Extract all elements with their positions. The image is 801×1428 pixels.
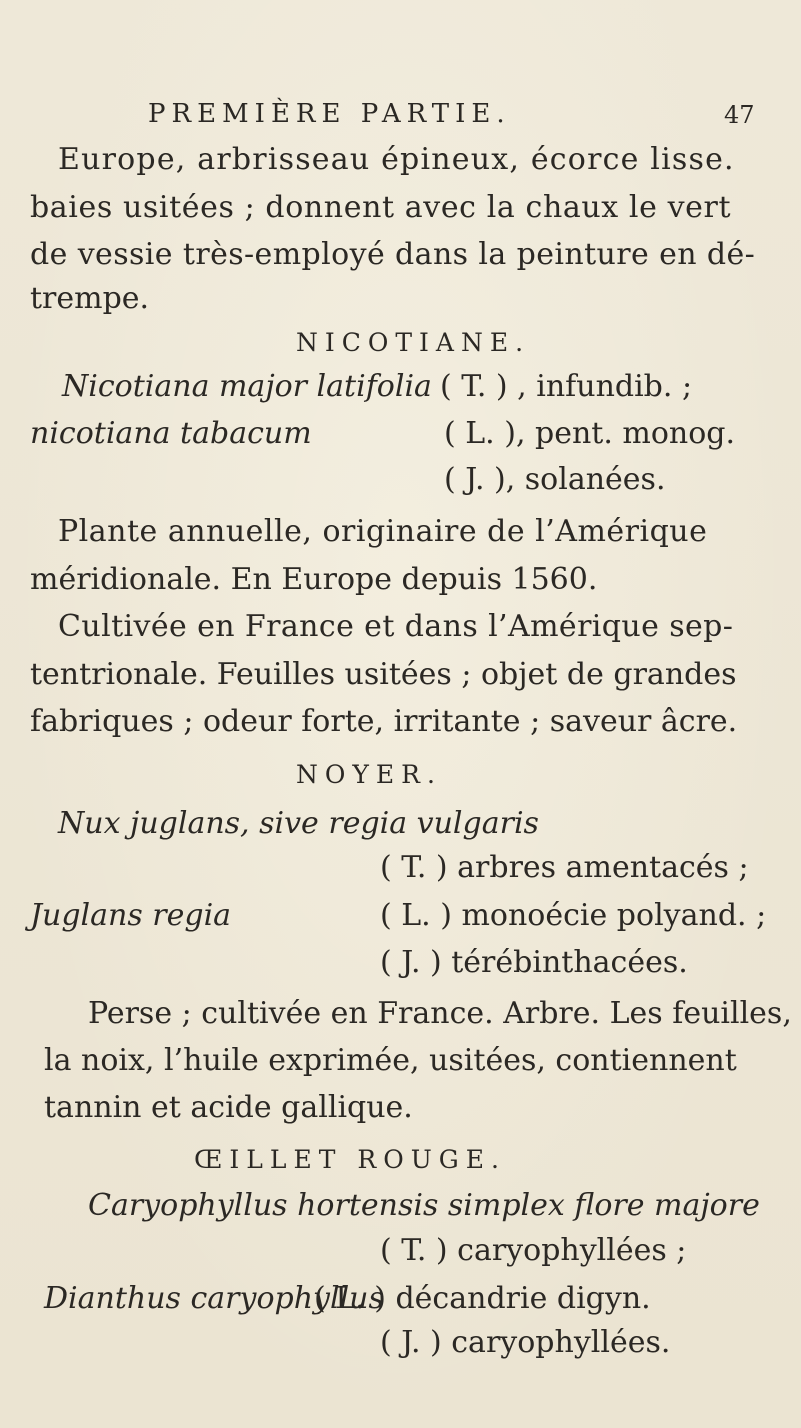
body-line: Cultivée en France et dans l’Amérique sep- bbox=[58, 609, 734, 645]
body-line: la noix, l’huile exprimée, usitées, contiennent bbox=[44, 1042, 737, 1078]
section-heading-oeillet-rouge: ŒILLET ROUGE. bbox=[194, 1144, 506, 1174]
intro-line-1: Europe, arbrisseau épineux, écorce lisse. bbox=[58, 142, 735, 178]
synonym-reference: ( J. ) caryophyllées. bbox=[380, 1325, 671, 1360]
synonym-reference: ( T. ) arbres amentacés ; bbox=[380, 850, 749, 886]
synonym-reference: ( T. ) , infundib. ; bbox=[440, 369, 693, 405]
synonym-line: Caryophyllus hortensis simplex flore majore bbox=[88, 1188, 760, 1224]
synonym-line: nicotiana tabacum bbox=[30, 416, 312, 452]
body-line: méridionale. En Europe depuis 1560. bbox=[30, 562, 598, 598]
body-line: fabriques ; odeur forte, irritante ; saveur âcre. bbox=[30, 704, 738, 740]
synonym-reference: ( J. ), solanées. bbox=[444, 462, 666, 498]
section-heading-noyer: NOYER. bbox=[296, 760, 442, 790]
section-heading-nicotiane: NICOTIANE. bbox=[296, 328, 531, 358]
synonym-reference: ( L. ) monoécie polyand. ; bbox=[380, 898, 767, 934]
synonym-line: Dianthus caryophyllus bbox=[44, 1280, 384, 1316]
running-header: PREMIÈRE PARTIE. bbox=[148, 99, 511, 130]
body-line: tannin et acide gallique. bbox=[44, 1089, 413, 1125]
page-number: 47 bbox=[724, 100, 755, 129]
synonym-reference: ( T. ) caryophyllées ; bbox=[380, 1233, 687, 1269]
synonym-line: Nux juglans, sive regia vulgaris bbox=[58, 805, 539, 841]
synonym-reference: ( L. ), pent. monog. bbox=[444, 416, 736, 452]
body-line: Plante annuelle, originaire de l’Amérique bbox=[58, 514, 708, 550]
body-line: tentrionale. Feuilles usitées ; objet de grandes bbox=[30, 657, 737, 693]
intro-line-2: baies usitées ; donnent avec la chaux le vert bbox=[30, 190, 732, 226]
body-line: Perse ; cultivée en France. Arbre. Les feuilles, bbox=[88, 995, 792, 1031]
intro-line-4: trempe. bbox=[30, 280, 150, 316]
synonym-reference: ( L. ) décandrie digyn. bbox=[314, 1280, 651, 1316]
synonym-line: Nicotiana major latifolia bbox=[62, 369, 432, 405]
synonym-line: Juglans regia bbox=[30, 898, 232, 934]
synonym-reference: ( J. ) térébinthacées. bbox=[380, 944, 688, 980]
intro-line-3: de vessie très-employé dans la peinture en dé- bbox=[30, 237, 756, 273]
